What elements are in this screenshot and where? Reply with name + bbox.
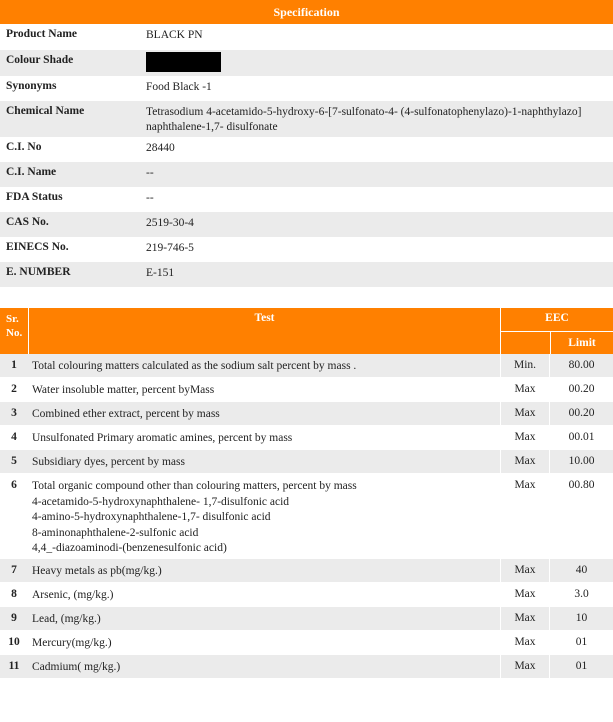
spec-label: E. NUMBER [6, 266, 71, 278]
test-table-header [0, 308, 613, 354]
test-row [0, 354, 613, 378]
spec-value: 2519-30-4 [146, 217, 194, 229]
test-row-number: 9 [11, 612, 17, 624]
test-row-description [28, 474, 501, 558]
test-row-description [28, 607, 501, 630]
test-row-min-max: Max [501, 583, 550, 606]
spec-row [0, 187, 613, 212]
test-row-limit: 00.01 [568, 431, 595, 443]
test-name: Water insoluble matter, percent byMass [32, 384, 215, 396]
test-row-limit: 10 [575, 612, 588, 624]
test-row-description [28, 426, 501, 449]
test-row [0, 655, 613, 679]
test-name: Arsenic, (mg/kg.) [32, 589, 114, 601]
test-row-description [28, 631, 501, 654]
test-row-number: 4 [11, 431, 17, 443]
spec-value: -- [146, 192, 154, 204]
test-row-limit: 80.00 [568, 359, 595, 371]
test-row-min-max: Max [501, 474, 550, 558]
test-row-number: 8 [11, 588, 17, 600]
test-row-number: 3 [11, 407, 17, 419]
test-name: Lead, (mg/kg.) [32, 613, 101, 625]
spec-row [0, 76, 613, 101]
test-row-limit: 3.0 [574, 588, 589, 600]
test-row-number: 7 [11, 564, 17, 576]
test-row-number: 1 [11, 359, 17, 371]
test-subitem: 8-aminonaphthalene-2-sulfonic acid [32, 526, 199, 539]
spec-value: Food Black -1 [146, 81, 212, 93]
spec-label: FDA Status [6, 191, 63, 203]
test-subitem: 4,4_-diazoaminodi-(benzenesulfonic acid) [32, 542, 227, 554]
test-table [0, 308, 613, 679]
test-row-min-max: Max [501, 559, 550, 582]
test-row-number: 10 [8, 636, 20, 648]
test-name: Total organic compound other than colouring matters, percent by mass [32, 480, 357, 492]
test-name: Total colouring matters calculated as the sodium salt percent by mass . [32, 360, 357, 372]
spec-value [146, 54, 613, 77]
test-row-number: 5 [11, 455, 17, 467]
test-subitem: 4-acetamido-5-hydroxynaphthalene- 1,7-disulfonic acid [32, 495, 290, 508]
test-row [0, 426, 613, 450]
spec-value: -- [146, 167, 154, 179]
test-row [0, 450, 613, 474]
test-row-description [28, 450, 501, 473]
test-row-limit: 01 [575, 660, 588, 672]
header-limit: Limit [568, 337, 596, 349]
test-row-number: 2 [11, 383, 17, 395]
test-name: Unsulfonated Primary aromatic amines, percent by mass [32, 432, 293, 444]
test-row [0, 474, 613, 559]
test-subitem: 4-amino-5-hydroxynaphthalene-1,7- disulfonic acid [32, 511, 271, 523]
colour-shade-swatch [146, 52, 221, 72]
test-row-description [28, 583, 501, 606]
spec-row [0, 24, 613, 50]
header-eec-group [501, 308, 613, 354]
specification-title: Specification [0, 0, 613, 24]
header-eec: EEC [501, 308, 613, 332]
spec-row [0, 237, 613, 262]
spec-row [0, 162, 613, 187]
spec-value: 28440 [146, 142, 175, 154]
test-row [0, 559, 613, 583]
spec-value: BLACK PN [146, 29, 203, 41]
test-name: Heavy metals as pb(mg/kg.) [32, 565, 162, 577]
test-row [0, 583, 613, 607]
header-test: Test [28, 308, 501, 354]
test-row-min-max: Max [501, 402, 550, 425]
spec-value: Tetrasodium 4-acetamido-5-hydroxy-6-[7-sulfonato-4- (4-sulfonatophenylazo)-1-naphthylazo] naphthalene-1,7- disulfonate [146, 106, 582, 133]
test-row [0, 378, 613, 402]
test-row-number: 6 [11, 479, 17, 491]
test-row-min-max: Max [501, 631, 550, 654]
test-row-description [28, 559, 501, 582]
header-min-max [501, 332, 551, 354]
spec-label: Synonyms [6, 80, 57, 92]
test-row-min-max: Max [501, 426, 550, 449]
test-row-min-max: Max [501, 607, 550, 630]
spec-label: Product Name [6, 28, 78, 40]
spec-value: 219-746-5 [146, 242, 194, 254]
test-row-limit: 40 [575, 564, 588, 576]
test-row-limit: 10.00 [568, 455, 595, 467]
test-row-min-max: Max [501, 655, 550, 678]
spec-label: CAS No. [6, 216, 49, 228]
spec-label: C.I. No [6, 141, 42, 153]
test-row-description [28, 354, 501, 377]
spec-row [0, 262, 613, 287]
test-row-description [28, 655, 501, 678]
test-row-limit: 00.20 [568, 407, 595, 419]
specification-table [0, 0, 613, 287]
test-row-min-max: Min. [501, 354, 550, 377]
test-row [0, 607, 613, 631]
spec-row [0, 212, 613, 237]
test-name: Cadmium( mg/kg.) [32, 661, 121, 673]
spec-label: C.I. Name [6, 166, 57, 178]
test-row-limit: 00.20 [568, 383, 595, 395]
test-row-min-max: Max [501, 450, 550, 473]
spec-label: Colour Shade [6, 54, 74, 66]
spec-label: EINECS No. [6, 241, 69, 253]
test-row-number: 11 [8, 660, 20, 672]
spec-row [0, 137, 613, 162]
test-row-description [28, 378, 501, 401]
test-row-min-max: Max [501, 378, 550, 401]
test-row [0, 402, 613, 426]
test-name: Combined ether extract, percent by mass [32, 408, 220, 420]
spec-row [0, 101, 613, 137]
test-row-description [28, 402, 501, 425]
spec-row [0, 50, 613, 76]
test-row-limit: 01 [575, 636, 588, 648]
test-name: Mercury(mg/kg.) [32, 637, 112, 649]
test-row [0, 631, 613, 655]
header-sr-no: Sr. No. [6, 313, 23, 339]
spec-label: Chemical Name [6, 105, 85, 117]
spec-value: E-151 [146, 267, 175, 279]
test-name: Subsidiary dyes, percent by mass [32, 456, 185, 468]
test-row-limit: 00.80 [568, 479, 595, 491]
